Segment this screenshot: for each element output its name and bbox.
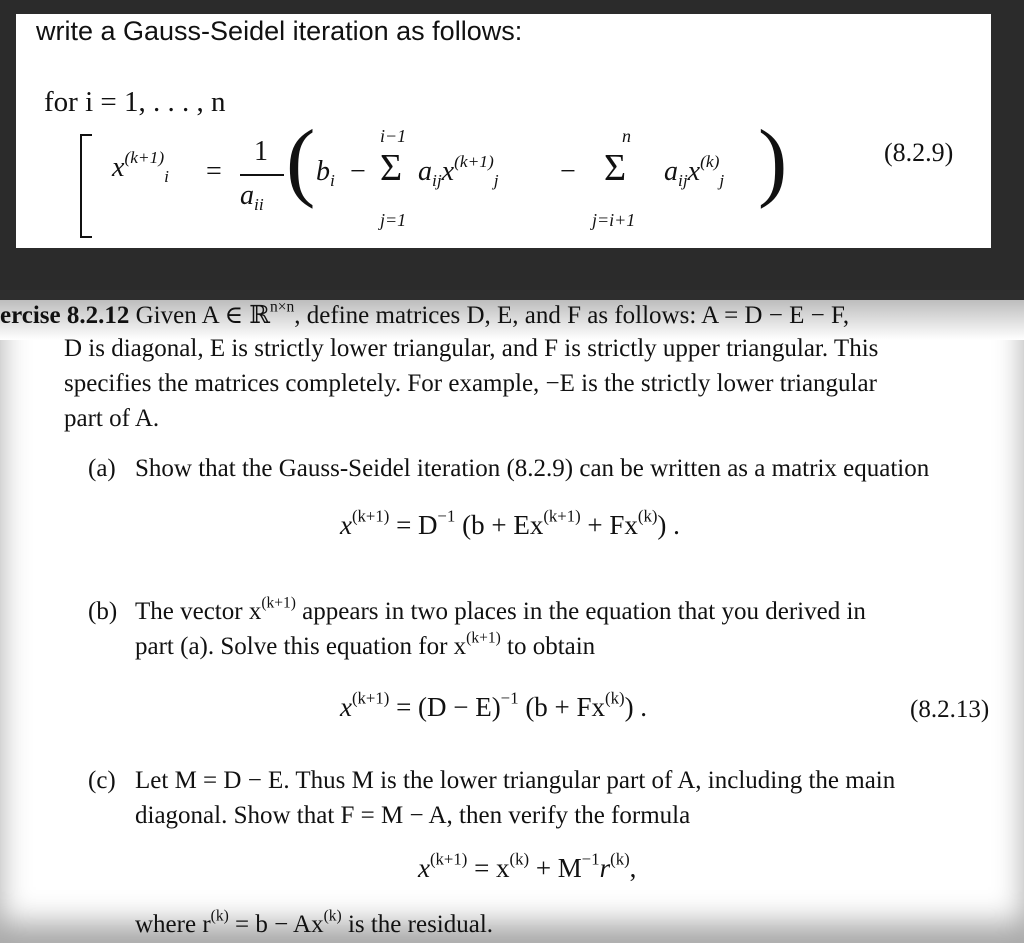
textbook-page [0,300,1024,943]
part-c-residual-line: where $r^{(k)} = b - Ax^{(k)}$ is the residual. [135,907,494,938]
b-term: $b_i$ [316,156,335,191]
open-paren: ( [286,113,316,210]
sum2-lower: j=i+1 [592,210,636,230]
part-c-line-2: diagonal. Show that F = M − A, then verify the formula [135,802,691,829]
sum1-sigma: Σ [380,147,403,189]
left-bracket [80,134,92,238]
equation-number-8-2-9: (8.2.9) [884,138,954,167]
exercise-line-2: D is diagonal, E is strictly lower triangular, and F is strictly upper triangular. This [64,335,879,362]
gauss-seidel-box [16,14,991,248]
for-loop-line [44,86,225,119]
minus-2: − [560,156,576,187]
part-b-line-1: The vector $x^{(k+1)}$ appears in two places in the equation that you derived in [135,594,866,625]
sum2-term: $a_{ij}x^{(k)}_j$ [664,151,725,191]
minus-1: − [350,156,366,187]
part-a-label: (a) [88,455,116,482]
sum2-sigma: Σ [604,147,627,189]
fraction-bar [240,174,284,176]
close-paren: ) [758,113,788,210]
part-a-text: Show that the Gauss-Seidel iteration (8.2.9) can be written as a matrix equation [135,455,930,482]
sum2-upper: n [622,126,631,146]
equation-number-8-2-13: (8.2.13) [910,696,990,723]
part-c-equation: $x^{(k+1)} = x^{(k)} + M^{-1}r^{(k)}$, [418,849,637,883]
part-b-equation: $x^{(k+1)} = (D - E)^{-1}$ $(b + Fx^{(k)})$ . [340,688,648,722]
sum1-term: $a_{ij}x^{(k+1)}_j$ [418,151,499,191]
for-loop-text: for i = 1, . . . , n [44,86,226,118]
sum1-lower: j=1 [380,210,407,230]
exercise-label: ercise 8.2.12 [0,302,130,329]
part-b-line-2: part (a). Solve this equation for $x^{(k+1)}$ to obtain [135,629,596,660]
lhs-equals: = [206,156,222,187]
part-b-label: (b) [88,598,118,625]
exercise-line-4: part of A. [64,405,160,432]
lhs-x: $x^{(k+1)}_i$ [112,147,169,187]
exercise-line-3: specifies the matrices completely. For example, −E is the strictly lower triangular [64,370,877,397]
sum1-upper: i−1 [380,126,407,146]
fraction-numerator: 1 [254,136,268,167]
gauss-seidel-formula [80,113,960,246]
intro-text: write a Gauss-Seidel iteration as follows: [36,16,523,46]
part-c-line-1: Let M = D − E. Thus M is the lower triangular part of A, including the main [135,767,896,794]
part-c-label: (c) [88,767,116,794]
exercise-line-1: ercise 8.2.12 Given A ∈ ℝ$^{n\times n}$, define matrices D, E, and F as follows: A = D − E − F, [0,298,850,329]
part-a-equation: $x^{(k+1)} = D^{-1}$ $(b + Ex^{(k+1)} + Fx^{(k)})$ . [340,506,680,540]
fraction-denominator: $a_{ii}$ [240,180,264,215]
